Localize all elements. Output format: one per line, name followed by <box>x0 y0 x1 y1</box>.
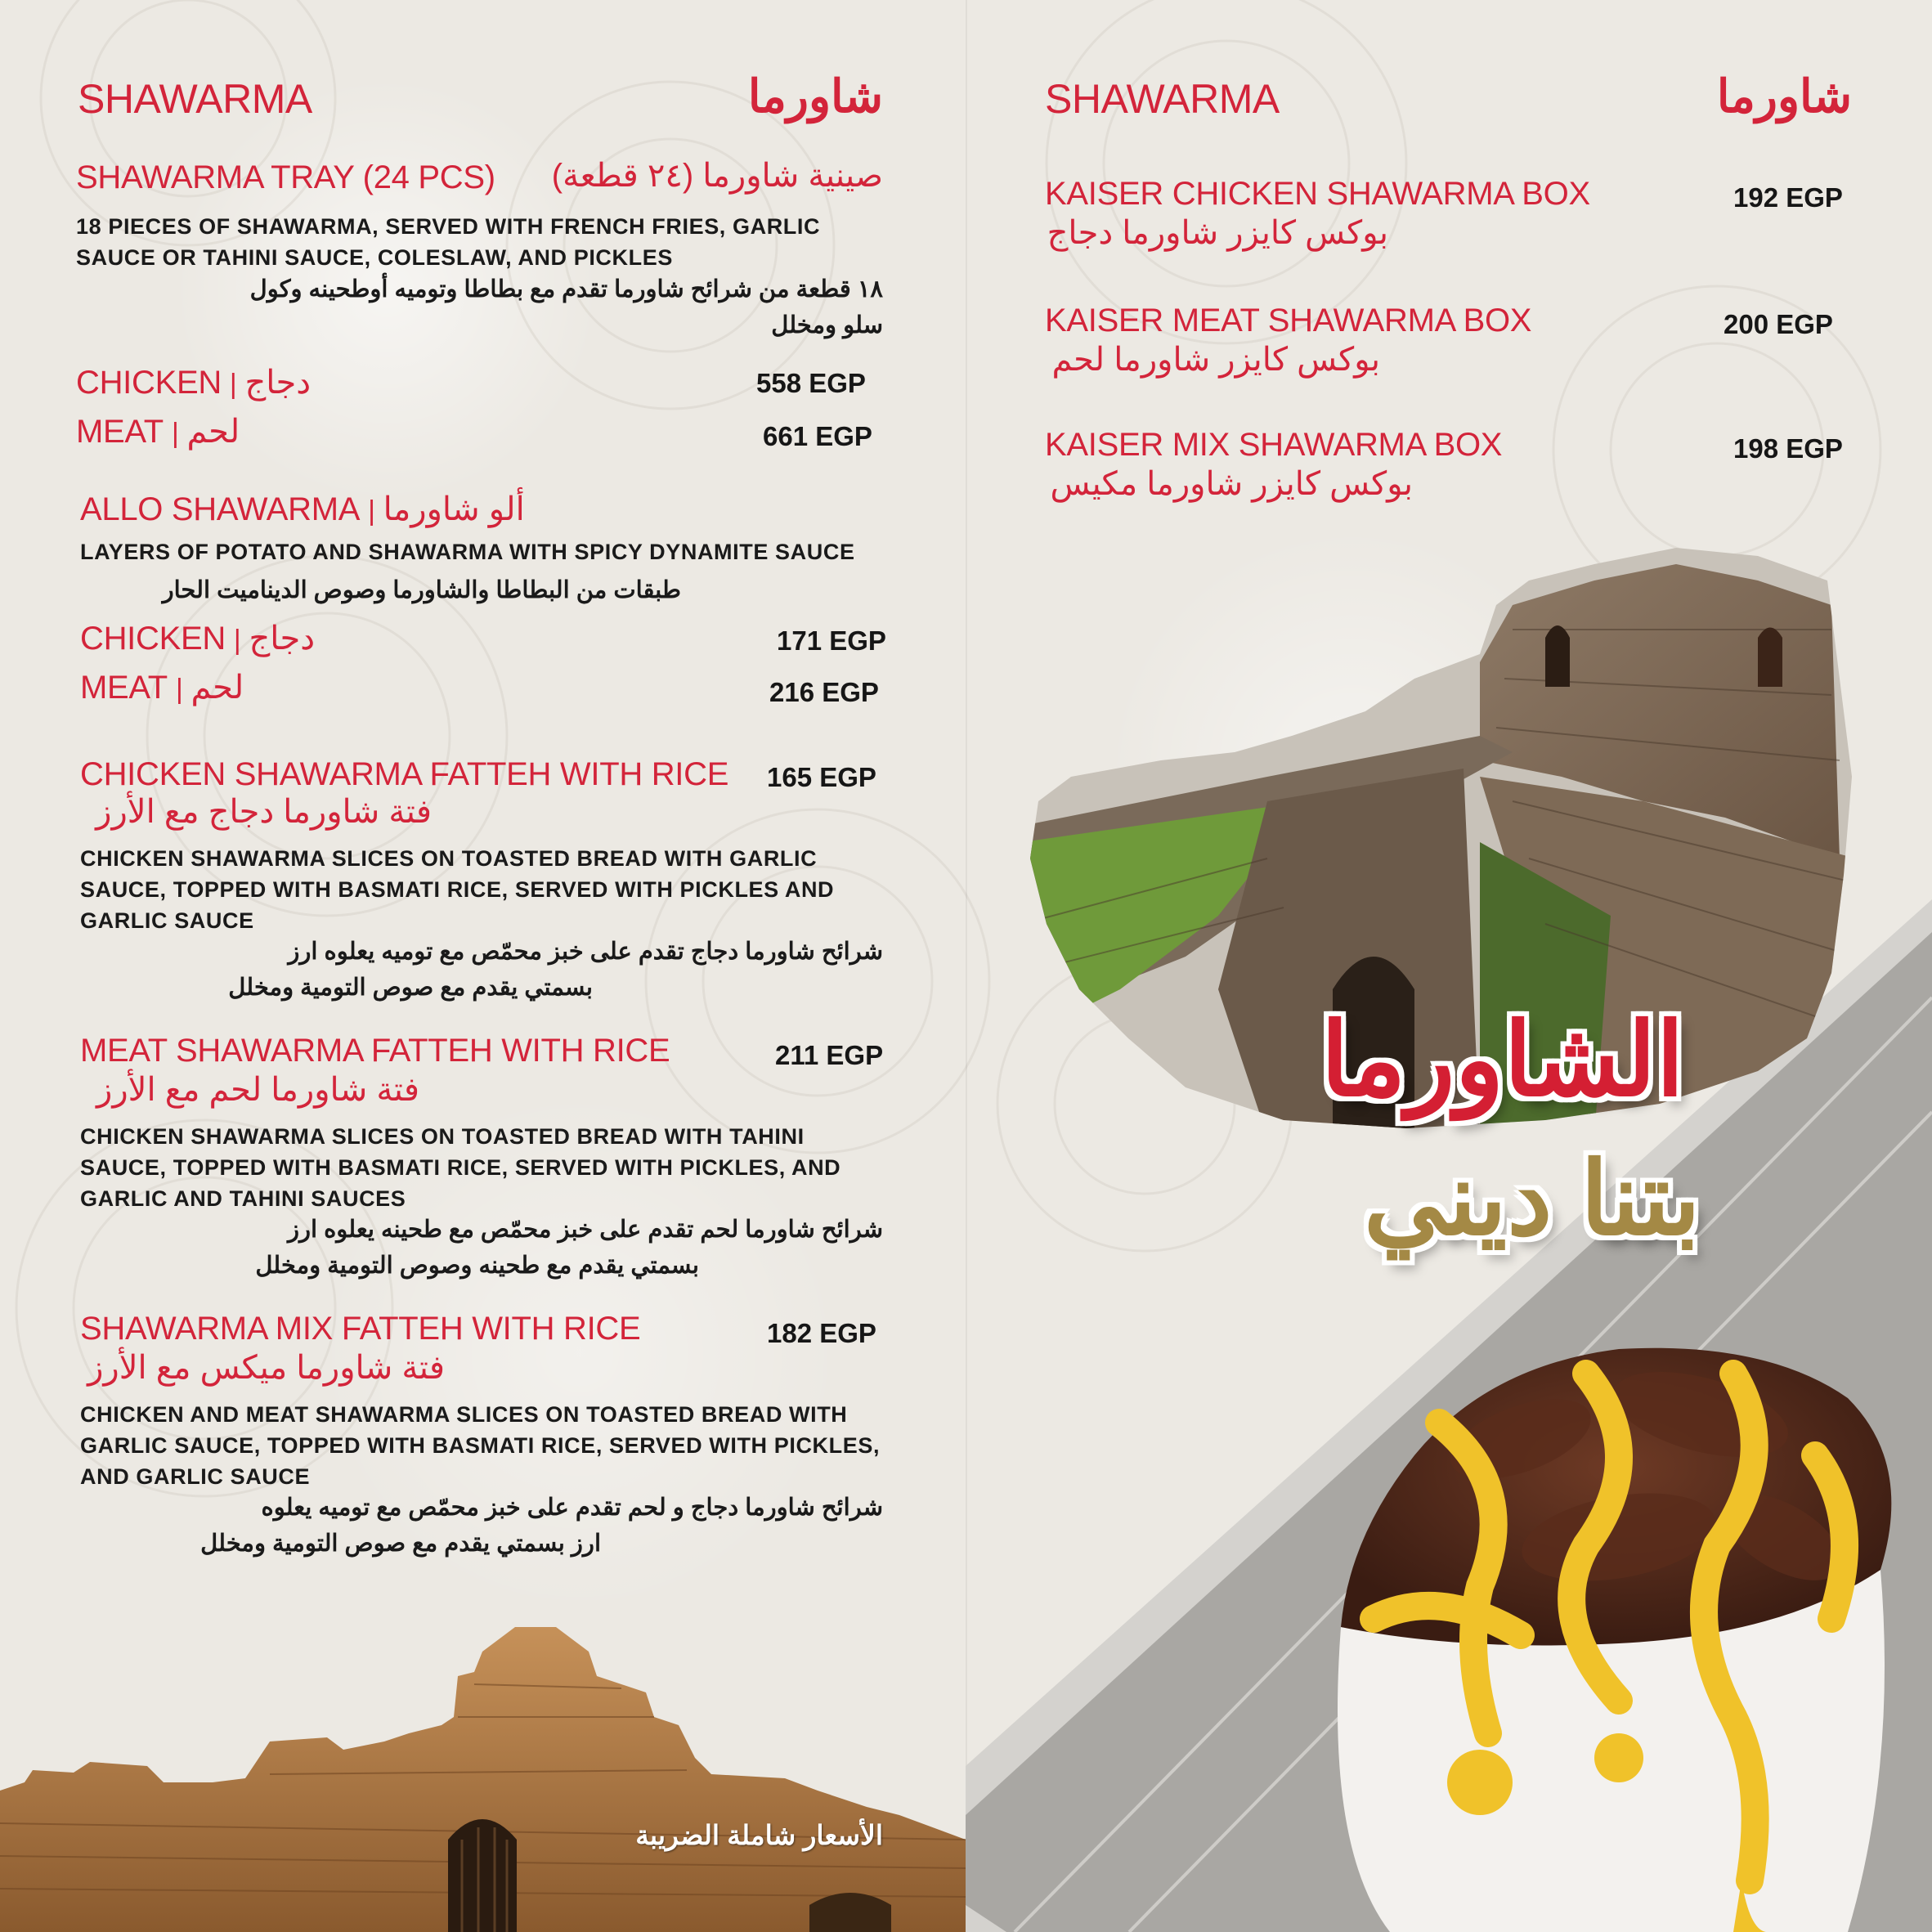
mix-fatteh-desc-en <box>80 1399 898 1492</box>
desc-ar-line: شرائح شاورما لحم تقدم على خبز محمّص مع طحينه يعلوه ارز <box>287 1217 883 1243</box>
allo-option-meat: MEAT | لحم <box>80 670 244 706</box>
box-item-name-ar: بوكس كايزر شاورما مكيس <box>1050 466 1413 502</box>
option-label-ar: لحم <box>191 670 244 706</box>
tray-desc-en-line: 18 PIECES OF SHAWARMA, SERVED WITH FRENCH FRIES, GARLIC <box>76 214 821 239</box>
right-section-title-ar: شاورما <box>1716 70 1852 122</box>
box-item-name-ar: بوكس كايزر شاورما دجاج <box>1047 215 1388 251</box>
desc-en-line: CHICKEN AND MEAT SHAWARMA SLICES ON TOASTED BREAD WITH <box>80 1402 848 1427</box>
fortress-photo <box>0 1594 966 1932</box>
desc-en-line: AND GARLIC SAUCE <box>80 1464 311 1489</box>
desc-en-line: SAUCE, TOPPED WITH BASMATI RICE, SERVED WITH PICKLES AND <box>80 877 835 902</box>
tray-option-meat: MEAT | لحم <box>76 414 240 450</box>
chicken-fatteh-price: 165 EGP <box>767 762 876 792</box>
allo-desc-ar: طبقات من البطاطا والشاورما وصوص الديناميت الحار <box>162 577 681 603</box>
tray-option-chicken: CHICKEN | دجاج <box>76 365 312 401</box>
meat-fatteh-price: 211 EGP <box>775 1040 884 1070</box>
desc-en-line: CHICKEN SHAWARMA SLICES ON TOASTED BREAD WITH TAHINI <box>80 1124 805 1149</box>
allo-meat-price: 216 EGP <box>769 677 879 707</box>
left-section-title-en: SHAWARMA <box>78 76 312 122</box>
tray-desc-en-line: SAUCE OR TAHINI SAUCE, COLESLAW, AND PICKLES <box>76 245 673 270</box>
option-label-en: CHICKEN <box>76 365 222 401</box>
desc-ar-line: شرائح شاورما دجاج و لحم تقدم على خبز محمّص مع توميه يعلوه <box>261 1495 883 1521</box>
box-item-name-en: KAISER MIX SHAWARMA BOX <box>1045 427 1503 463</box>
option-label-en: MEAT <box>76 414 164 450</box>
meat-fatteh-desc-ar <box>78 1212 883 1284</box>
tray-name-en: SHAWARMA TRAY (24 PCS) <box>76 159 495 195</box>
meat-fatteh-name-en: MEAT SHAWARMA FATTEH WITH RICE <box>80 1033 670 1069</box>
box-item-name-en: KAISER MEAT SHAWARMA BOX <box>1045 303 1532 338</box>
box-item-price: 192 EGP <box>1733 182 1843 213</box>
box-item-name-ar: بوكس كايزر شاورما لحم <box>1051 342 1380 378</box>
desc-en-line: CHICKEN SHAWARMA SLICES ON TOASTED BREAD WITH GARLIC <box>80 846 818 871</box>
mix-fatteh-name-ar: فتة شاورما ميكس مع الأرز <box>87 1350 445 1386</box>
box-item-name-en: KAISER CHICKEN SHAWARMA BOX <box>1045 176 1590 212</box>
tax-note: الأسعار شاملة الضريبة <box>635 1820 883 1850</box>
desc-en-line: GARLIC AND TAHINI SAUCES <box>80 1186 406 1211</box>
desc-ar-line: بسمتي يقدم مع طحينه وصوص التومية ومخلل <box>255 1253 699 1279</box>
chicken-fatteh-desc-en <box>80 843 898 936</box>
box-item-price: 198 EGP <box>1733 433 1843 464</box>
tray-meat-price: 661 EGP <box>763 421 872 451</box>
box-item-price: 200 EGP <box>1724 309 1833 339</box>
right-section-title-en: SHAWARMA <box>1045 76 1280 122</box>
tray-name-ar: صينية شاورما (٢٤ قطعة) <box>551 158 883 194</box>
option-label-en: CHICKEN <box>80 621 226 657</box>
option-label-ar: لحم <box>186 414 240 450</box>
option-label-en: MEAT <box>80 670 168 706</box>
allo-desc-en: LAYERS OF POTATO AND SHAWARMA WITH SPICY DYNAMITE SAUCE <box>80 540 855 564</box>
desc-ar-line: بسمتي يقدم مع صوص التومية ومخلل <box>228 975 593 1001</box>
mix-fatteh-price: 182 EGP <box>767 1318 876 1348</box>
meat-fatteh-desc-en <box>80 1121 898 1214</box>
allo-name: ALLO SHAWARMA | ألو شاورما <box>80 491 525 527</box>
hero-slogan-line1: الشاورما <box>1320 1004 1684 1117</box>
chicken-fatteh-name-en: CHICKEN SHAWARMA FATTEH WITH RICE <box>80 756 729 792</box>
tray-chicken-price: 558 EGP <box>756 368 866 398</box>
left-section-title-ar: شاورما <box>747 70 883 122</box>
allo-name-ar: ألو شاورما <box>383 491 525 527</box>
tray-desc-ar <box>74 271 883 343</box>
chicken-fatteh-name-ar: فتة شاورما دجاج مع الأرز <box>96 794 432 830</box>
desc-ar-line: شرائح شاورما دجاج تقدم على خبز محمّص مع توميه يعلوه ارز <box>288 939 883 965</box>
mix-fatteh-desc-ar <box>78 1490 883 1562</box>
meat-fatteh-name-ar: فتة شاورما لحم مع الأرز <box>96 1072 419 1108</box>
allo-option-chicken: CHICKEN | دجاج <box>80 621 316 657</box>
chicken-fatteh-desc-ar <box>78 934 883 1006</box>
option-label-ar: دجاج <box>249 621 316 657</box>
allo-name-en: ALLO SHAWARMA <box>80 491 361 527</box>
tray-desc-ar-line: سلو ومخلل <box>771 312 883 338</box>
tray-desc-ar-line: ١٨ قطعة من شرائح شاورما تقدم مع بطاطا وتوميه أوطحينه وكول <box>249 276 883 303</box>
hero-slogan-line2: بتنا ديني <box>1363 1143 1701 1256</box>
desc-en-line: GARLIC SAUCE <box>80 908 254 933</box>
desc-en-line: GARLIC SAUCE, TOPPED WITH BASMATI RICE, SERVED WITH PICKLES, <box>80 1433 881 1458</box>
desc-en-line: SAUCE, TOPPED WITH BASMATI RICE, SERVED WITH PICKLES, AND <box>80 1155 841 1180</box>
tray-desc-en <box>76 211 894 273</box>
mix-fatteh-name-en: SHAWARMA MIX FATTEH WITH RICE <box>80 1311 641 1347</box>
allo-chicken-price: 171 EGP <box>777 625 886 656</box>
option-label-ar: دجاج <box>244 365 312 401</box>
desc-ar-line: ارز بسمتي يقدم مع صوص التومية ومخلل <box>200 1531 601 1557</box>
food-photo <box>1275 1275 1932 1932</box>
